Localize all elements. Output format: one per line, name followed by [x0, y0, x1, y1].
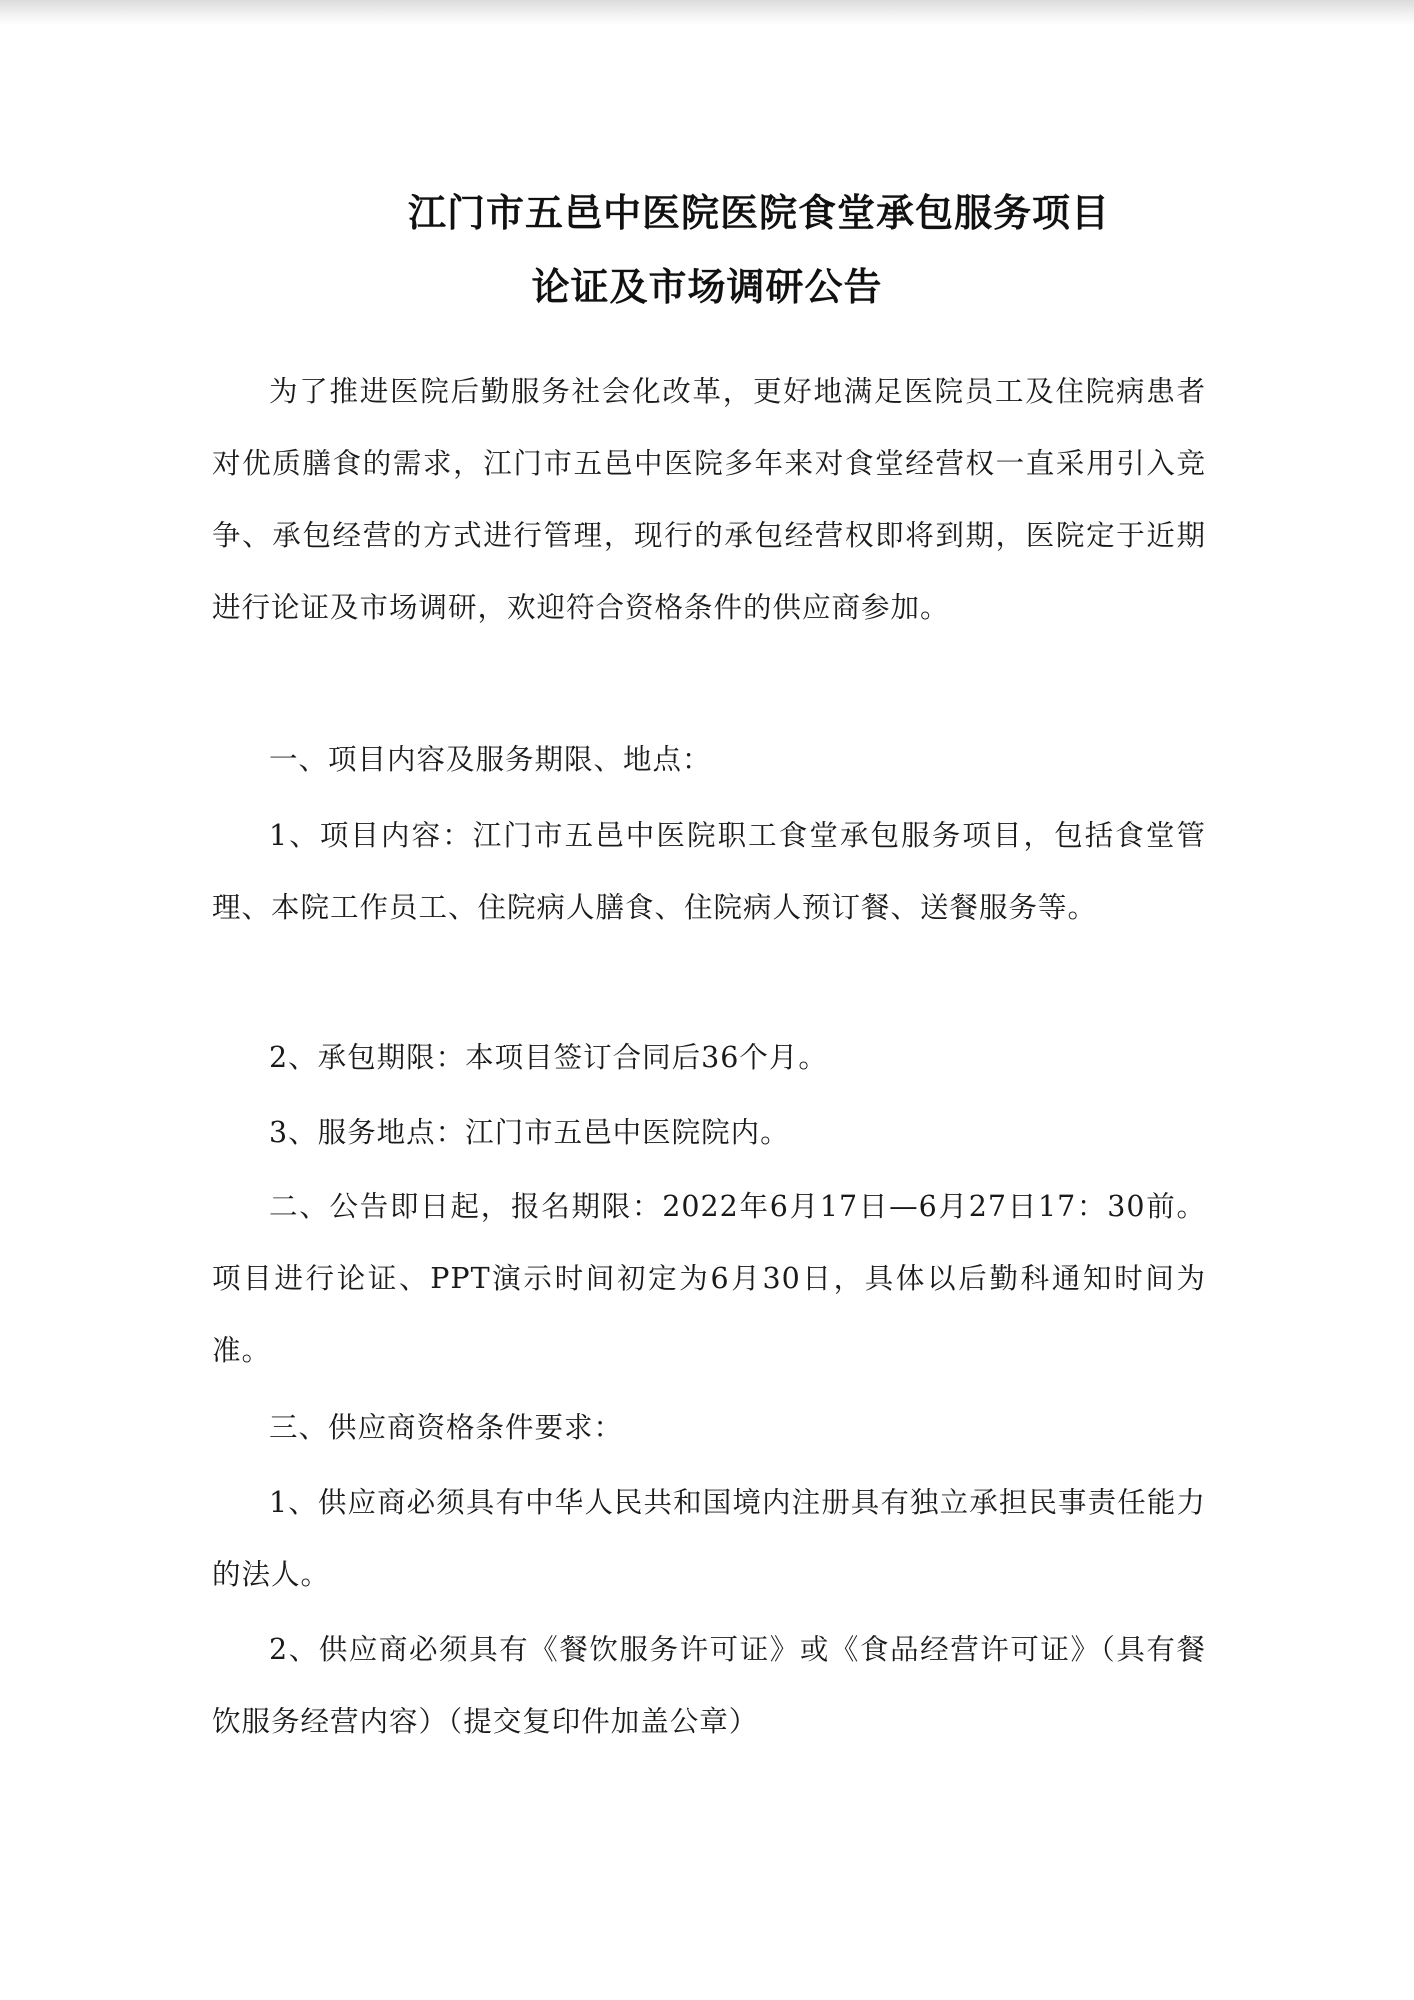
section2-paragraph: 二、公告即日起，报名期限：2022年6月17日—6月27日17：30前。项目进行论证、PPT演示时间初定为6月30日，具体以后勤科通知时间为准。 [212, 1190, 1206, 1367]
section3-item1: 1、供应商必须具有中华人民共和国境内注册具有独立承担民事责任能力的法人。 [212, 1486, 1206, 1591]
section1-item1: 1、项目内容：江门市五邑中医院职工食堂承包服务项目，包括食堂管理、本院工作员工、住院病人膳食、住院病人预订餐、送餐服务等。 [212, 819, 1206, 924]
section1-item2: 2、承包期限：本项目签订合同后36个月。 [269, 1041, 828, 1074]
section1-heading: 一、项目内容及服务期限、地点： [269, 743, 712, 776]
section3-heading: 三、供应商资格条件要求： [269, 1411, 624, 1444]
intro-paragraph: 为了推进医院后勤服务社会化改革，更好地满足医院员工及住院病患者对优质膳食的需求，江门市五邑中医院多年来对食堂经营权一直采用引入竞争、承包经营的方式进行管理，现行的承包经营权即将到期，医院定于近期进行论证及市场调研，欢迎符合资格条件的供应商参加。 [212, 375, 1206, 624]
scan-edge-shadow [0, 0, 1414, 26]
section1-item3: 3、服务地点：江门市五邑中医院院内。 [269, 1116, 790, 1149]
section3-item2: 2、供应商必须具有《餐饮服务许可证》或《食品经营许可证》（具有餐饮服务经营内容）（提交复印件加盖公章） [212, 1633, 1206, 1738]
document-title-line1: 江门市五邑中医院医院食堂承包服务项目 [407, 191, 1110, 235]
document-title-line2: 论证及市场调研公告 [531, 265, 883, 309]
